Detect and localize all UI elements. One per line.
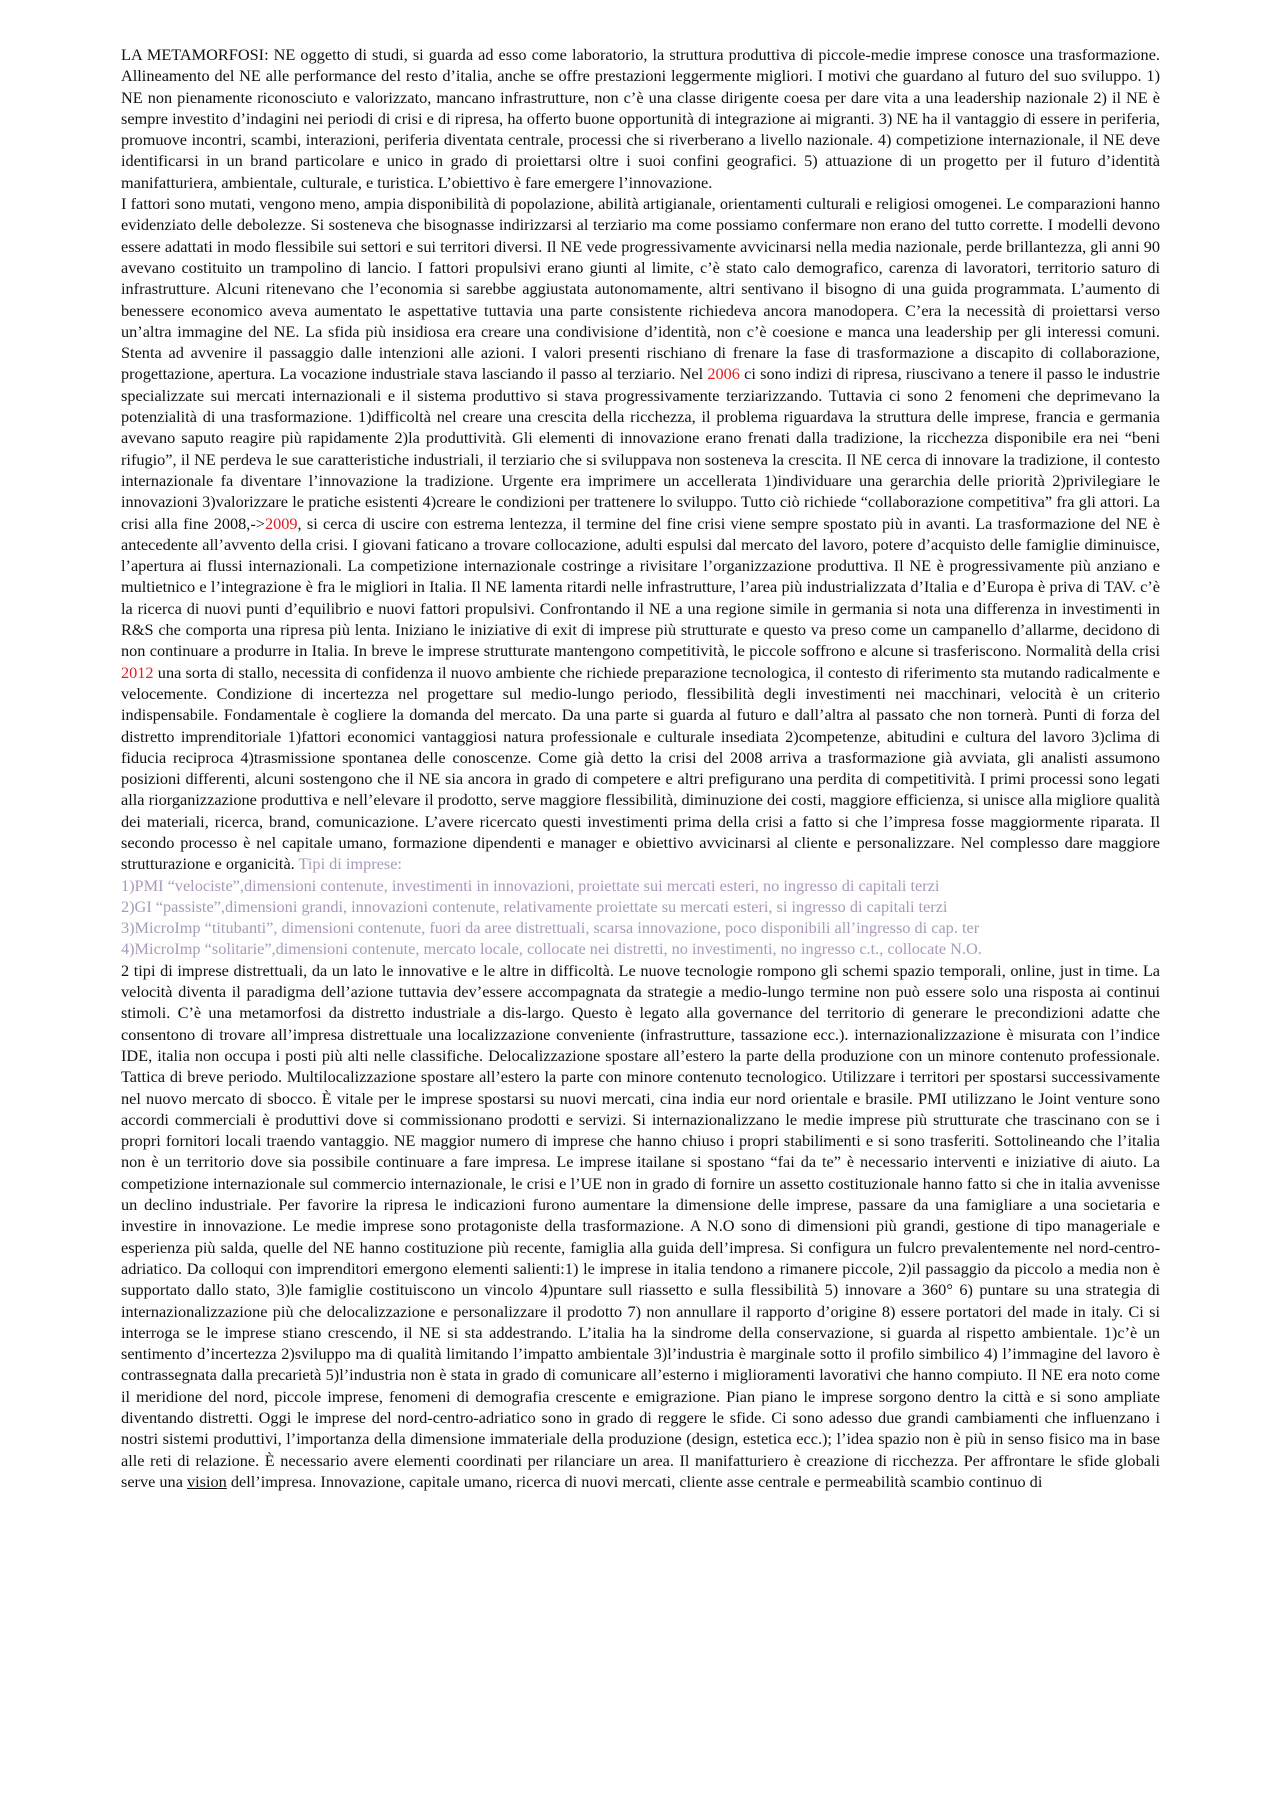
paragraph-intro: LA METAMORFOSI: NE oggetto di studi, si guarda ad esso come laboratorio, la struttura produttiva di piccole-medie imprese conosce una trasformazione. Allineamento del NE alle performance del resto d’italia, anche se offre prestazioni leggermente migliori. I motivi che guardano al futuro del suo sviluppo. 1) NE non pienamente riconosciuto e valorizzato, mancano infrastrutture, non c’è una classe dirigente coesa per dare vita a una leadership nazionale 2) il NE è sempre investito d’indagini nei periodi di crisi e di ripresa, ha offerto buone opportunità di integrazione ai migranti. 3) NE ha il vantaggio di essere in periferia, promuove incontri, scambi, interazioni, periferia diventata centrale, processi che si riverberano a livello nazionale. 4) competizione internazionale, il NE deve identificarsi in un brand particolare e unico in grado di proiettarsi oltre i suoi confini geografici. 5) attuazione di un progetto per il futuro d’identità manifatturiera, ambientale, culturale, e turistica. L’obiettivo è fare emergere l’innovazione. [121, 45, 1160, 192]
year-highlight: 2006 [707, 364, 740, 384]
paragraph-factors [121, 193, 1160, 875]
list-item: 3)MicroImp “titubanti”, dimensioni contenute, fuori da aree distrettuali, scarsa innovazione, poco disponibili all’ingresso di cap. ter [121, 918, 980, 938]
text-segment: 2 tipi di imprese distrettuali, da un lato le innovative e le altre in difficoltà. Le nuove tecnologie rompono gli schemi spazio temporali, online, just in time. La velocità diventa il paradigma dell’azione tuttavia dev’essere accompagnata da strategie a medio-lungo termine non può essere solo una risposta ai continui stimoli. C’è una metamorfosi da distretto industriale a dis-largo. Questo è legato alla governance del territorio di generare le precondizioni adatte che consentono di trovare all’impresa distrettuale una localizzazione conveniente (infrastrutture, tassazione ecc.). internazionalizzazione è misurata con l’indice IDE, italia non occupa i posti più alti nelle classifiche. Delocalizzazione spostare all’estero la parte della produzione con un minore contenuto professionale. Tattica di breve periodo. Multilocalizzazione spostare all’estero la parte con minore contenuto tecnologico. Utilizzare i territori per spostarsi successivamente nel nuovo mercato di sbocco. È vitale per le imprese spostarsi su nuovi mercati, cina india eur nord orientale e brasile. PMI utilizzano le Joint venture sono accordi commerciali è produttivi dove si commissionano prodotti e servizi. Si internazionalizzano le medie imprese più strutturate che trascinano con se i propri fornitori locali traendo vantaggio. NE maggior numero di imprese che hanno chiuso i propri stabilimenti e si sono trasferiti. Sottolineando che l’italia non è un territorio dove sia possibile continuare a fare impresa. Le imprese itailane si spostano “fai da te” è necessario interventi e iniziative di aiuto. La competizione internazionale sul commercio internazionale, le crisi e l’UE non in grado di fornire un assetto costituzionale hanno fatto si che in italia avvenisse un declino industriale. Per favorire la ripresa le indicazioni furono aumentare la dimensione delle imprese, passare da una famigliare a una societaria e investire in innovazione. Le medie imprese sono protagoniste della trasformazione. A N.O sono di dimensioni più grandi, gestione di tipo manageriale e esperienza più salda, quelle del NE hanno costituzione più recente, famiglia alla guida dell’impresa. Si configura un fulcro prevalentemente nel nord-centro-adriatico. Da colloqui con imprenditori emergono elementi salienti:1) le imprese in italia tendono a rimanere piccole, 2)il passaggio da piccolo a media non è supportato dallo stato, 3)le famiglie costituiscono un vincolo 4)puntare sull riassetto e sulla flessibilità 5) innovare a 360° 6) puntare su una strategia di internazionalizzazione più che delocalizzazione e personalizzare il prodotto 7) non annullare il rapporto d’origine 8) essere portatori del made in italy. Ci si interroga se le imprese stiano crescendo, il NE si sta addestrando. L’italia ha la sindrome della conservazione, si guarda al rispetto ambientale. 1)c’è un sentimento d’incertezza 2)sviluppo ma di qualità limitando l’impatto ambientale 3)l’industria è marginale sotto il profilo simbilico 4) l’immagine del lavoro è contrassegnata dalla precarietà 5)l’industria non è stata in grado di comunicare all’esterno i miglioramenti lavorativi che hanno compiuto. Il NE era noto come il meridione del nord, piccole imprese, fenomeni di demografia crescente e emigrazione. Pian piano le imprese sorgono dentro la città e si sono ampliate diventando distretti. Oggi le imprese del nord-centro-adriatico sono in grado di reggere le sfide. Ci sono adesso due grandi cambiamenti che influenzano i nostri sistemi produttivi, l’importanza della dimensione immateriale della produzione (design, estetica ecc.); l’idea spazio non è più in senso fisico ma in base alle reti di relazione. È necessario avere elementi coordinati per rilanciare un area. Il manifatturiero è creazione di ricchezza. Per affrontare le sfide globali serve una [121, 960, 1160, 1491]
types-heading: Tipi di imprese: [298, 854, 402, 874]
enterprise-types-list [121, 875, 1160, 960]
text-segment: dell’impresa. Innovazione, capitale umano, ricerca di nuovi mercati, cliente asse centrale e permeabilità scambio continuo di [226, 1471, 1043, 1491]
list-item: 4)MicroImp “solitarie”,dimensioni contenute, mercato locale, collocate nei distretti, no investimenti, no ingresso c.t., collocate N.O. [121, 939, 982, 959]
underlined-word: vision [187, 1471, 227, 1491]
text-segment: ci sono indizi di ripresa, riuscivano a tenere il passo le industrie specializzate sui mercati internazionali e il sistema produttivo si stava progressivamente terziarizzando. Tuttavia ci sono 2 fenomeni che deprimevano la potenzialità di una trasformazione. 1)difficoltà nel creare una crescita della ricchezza, il problema riguardava la struttura delle imprese, francia e germania avevano saputo reagire più rapidamente 2)la produttività. Gli elementi di innovazione erano frenati dalla tradizione, la ricchezza disponibile era nei “beni rifugio”, il NE perdeva le sue caratteristiche industriali, il terziario che si sviluppava non sosteneva la crescita. Il NE cerca di innovare la tradizione, il contesto internazionale fa diventare l’innovazione la tradizione. Urgente era imprimere un accellerata 1)individuare una gerarchia delle priorità 2)privilegiare le innovazioni 3)valorizzare le pratiche esistenti 4)creare le condizioni per trattenere lo sviluppo. Tutto ciò richiede “collaborazione competitiva” fra gli attori. La crisi alla fine 2008,-> [121, 364, 1160, 533]
text-segment: I fattori sono mutati, vengono meno, ampia disponibilità di popolazione, abilità artigianale, orientamenti culturali e religiosi omogenei. Le comparazioni hanno evidenziato delle debolezze. Si sosteneva che bisognasse indirizzarsi al terziario ma come possiamo confermare non erano del tutto corrette. I modelli devono essere adattati in modo flessibile sui settori e sui territori diversi. Il NE vede progressivamente avvicinarsi nella media nazionale, perde brillantezza, gli anni 90 avevano costituito un trampolino di lancio. I fattori propulsivi erano giunti al limite, c’è stato calo demografico, carenza di lavoratori, territorio saturo di infrastrutture. Alcuni ritenevano che l’economia si sarebbe aggiustata autonomamente, altri sentivano il bisogno di una guida programmata. L’aumento di benessere economico aveva aumentato le aspettative tuttavia una parte consistente richiedeva ancora manodopera. C’era la necessità di proiettarsi verso un’altra immagine del NE. La sfida più insidiosa era creare una condivisione d’identità, non c’è coesione e manca una leadership per gli interessi comuni. Stenta ad avvenire il passaggio dalle intenzioni alle azioni. I valori presenti rischiano di frenare la fase di trasformazione a discapito di collaborazione, progettazione, apertura. La vocazione industriale stava lasciando il passo al terziario. Nel [121, 194, 1160, 384]
list-item: 1)PMI “velociste”,dimensioni contenute, investimenti in innovazioni, proiettate sui mercati esteri, no ingresso di capitali terzi [121, 875, 940, 895]
year-highlight: 2009 [264, 513, 298, 533]
paragraph-districts [121, 960, 1160, 1492]
year-highlight: 2012 [121, 662, 154, 682]
text-segment: una sorta di stallo, necessita di confidenza il nuovo ambiente che richiede preparazione tecnologica, il contesto di riferimento sta mutando radicalmente e velocemente. Condizione di incertezza nel progettare sul medio-lungo periodo, flessibilità degli investimenti nei macchinari, velocità è un criterio indispensabile. Fondamentale è cogliere la domanda del mercato. Da una parte si guarda al futuro e dall’altra al passato che non tornerà. Punti di forza del distretto imprenditoriale 1)fattori economici vantaggiosi natura professionale e culturale insediata 2)competenze, abitudini e cultura del lavoro 3)clima di fiducia reciproca 4)trasmissione spontanea delle conoscenze. Come già detto la crisi del 2008 arriva a trasformazione già avviata, gli analisti assumono posizioni differenti, alcuni sostengono che il NE sia ancora in grado di competere e altri prefigurano una perdita di competitività. I primi processi sono legati alla riorganizzazione produttiva e nell’elevare il prodotto, serve maggiore flessibilità, diminuzione dei costi, maggiore efficienza, si unisce alla migliore qualità dei materiali, ricerca, brand, comunicazione. L’avere ricercato questi investimenti prima della crisi a fatto si che l’impresa fosse maggiormente riparata. Il secondo processo è nel capitale umano, formazione dipendenti e manager e obiettivo avvicinarsi al cliente e personalizzare. Nel complesso dare maggiore strutturazione e organicità. [121, 662, 1160, 874]
document-page [121, 44, 1160, 1492]
text-segment: , si cerca di uscire con estrema lentezza, il termine del fine crisi viene sempre spostato più in avanti. La trasformazione del NE è antecedente all’avvento della crisi. I giovani faticano a trovare collocazione, adulti espulsi dal mercato del lavoro, potere d’acquisto delle famiglie diminuisce, l’apertura ai flussi internazionali. La competizione internazionale costringe a rivisitare l’organizzazione produttiva. Il NE è progressivamente più anziano e multietnico e l’integrazione è fra le migliori in Italia. Il NE lamenta ritardi nelle infrastrutture, l’area più industrializzata d’Italia e d’Europa è priva di TAV. c’è la ricerca di nuovi punti d’equilibrio e nuovi fattori propulsivi. Confrontando il NE a una regione simile in germania si nota una differenza in investimenti in R&S che comporta una ripresa più lenta. Iniziano le iniziative di exit di imprese più strutturate e questo va preso come un campanello d’allarme, decidono di non continuare a produrre in Italia. In breve le imprese strutturate mantengono competitività, le piccole soffrono e alcune si trasferiscono. Normalità della crisi [121, 513, 1160, 661]
list-item: 2)GI “passiste”,dimensioni grandi, innovazioni contenute, relativamente proiettate su mercati esteri, si ingresso di capitali terzi [121, 896, 948, 916]
